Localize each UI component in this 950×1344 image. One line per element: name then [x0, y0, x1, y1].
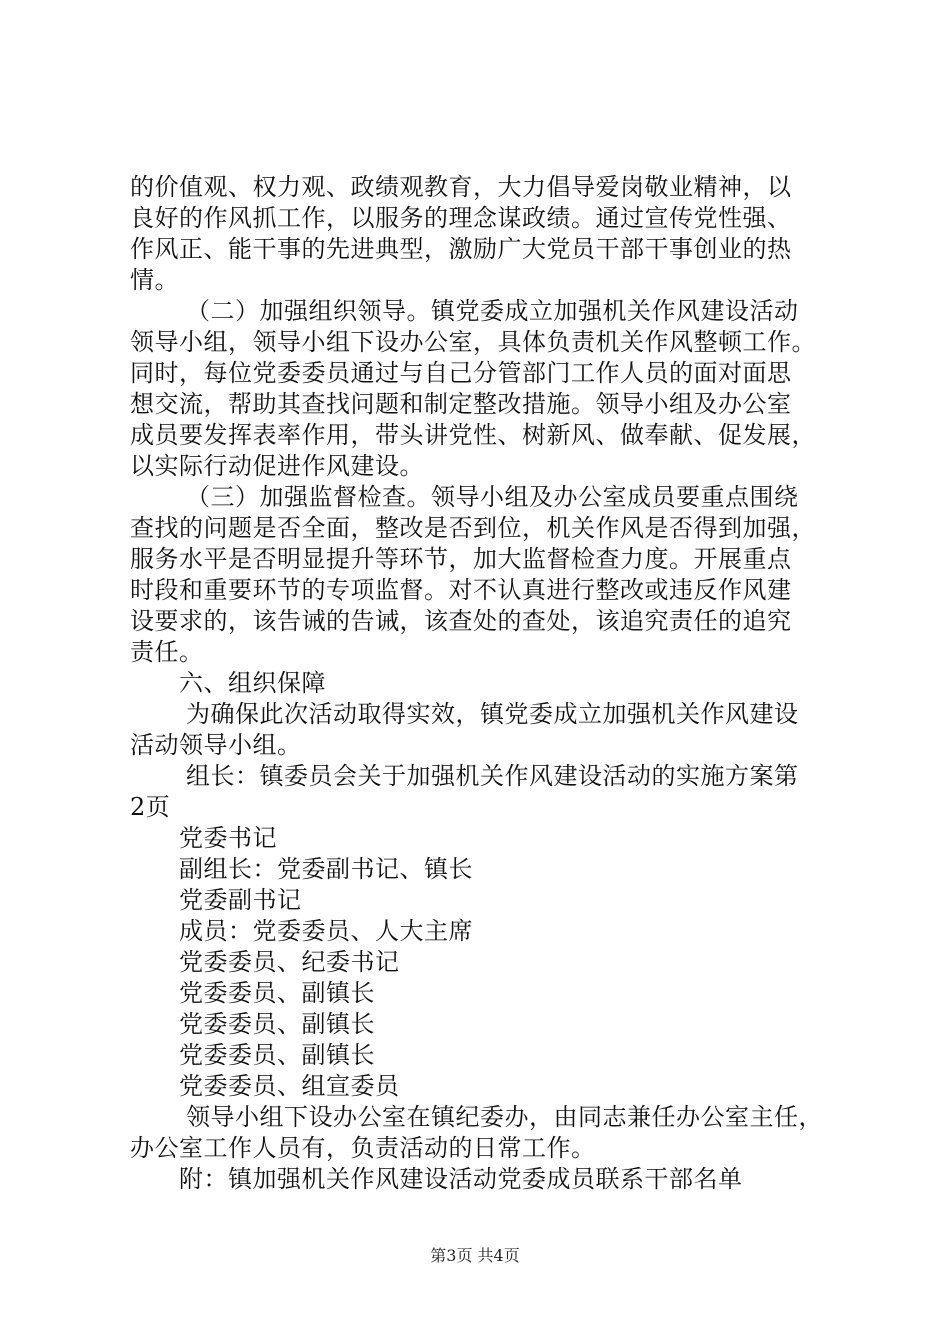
body-line: 设要求的，该告诫的告诫，该查处的查处，该追究责任的追究: [130, 607, 792, 635]
body-line: 时段和重要环节的专项监督。对不认真进行整改或违反作风建: [130, 576, 792, 604]
member-line: 党委委员、副镇长: [179, 1041, 375, 1069]
section-title: 六、组织保障: [179, 669, 326, 697]
member-line: 副组长：党委副书记、镇长: [179, 855, 473, 883]
section-heading-line: （二）加强组织领导。镇党委成立加强机关作风建设活动: [186, 297, 799, 325]
document-body: [130, 172, 830, 1195]
body-line: 组长：镇委员会关于加强机关作风建设活动的实施方案第: [186, 762, 799, 790]
body-line: 良好的作风抓工作，以服务的理念谋政绩。通过宣传党性强、: [130, 204, 792, 232]
member-line: 党委副书记: [179, 886, 302, 914]
member-line: 党委委员、副镇长: [179, 1010, 375, 1038]
member-line: 党委委员、组宣委员: [179, 1072, 400, 1100]
appendix-line: 附：镇加强机关作风建设活动党委成员联系干部名单: [179, 1165, 743, 1193]
body-line: 同时，每位党委委员通过与自己分管部门工作人员的面对面思: [130, 359, 792, 387]
page-number-label: 第3页 共4页: [430, 1246, 520, 1265]
body-line: 情。: [130, 266, 179, 294]
body-line: 2页: [130, 793, 171, 821]
body-line: 查找的问题是否全面，整改是否到位，机关作风是否得到加强，: [130, 514, 816, 542]
body-line: 作风正、能干事的先进典型，激励广大党员干部干事创业的热: [130, 235, 792, 263]
member-line: 党委书记: [179, 824, 277, 852]
member-line: 党委委员、副镇长: [179, 979, 375, 1007]
body-line: 办公室工作人员有，负责活动的日常工作。: [130, 1134, 596, 1162]
body-line: 活动领导小组。: [130, 731, 302, 759]
member-line: 党委委员、纪委书记: [179, 948, 400, 976]
body-line: 想交流，帮助其查找问题和制定整改措施。领导小组及办公室: [130, 390, 792, 418]
page-footer: [0, 1246, 950, 1266]
body-line: 以实际行动促进作风建设。: [130, 452, 424, 480]
member-line: 成员：党委委员、人大主席: [179, 917, 473, 945]
body-line: 领导小组下设办公室在镇纪委办，由同志兼任办公室主任，: [186, 1103, 823, 1131]
body-line: 领导小组，领导小组下设办公室，具体负责机关作风整顿工作。: [130, 328, 816, 356]
body-line: 为确保此次活动取得实效，镇党委成立加强机关作风建设: [186, 700, 799, 728]
body-line: 成员要发挥表率作用，带头讲党性、树新风、做奉献、促发展，: [130, 421, 816, 449]
body-line: 的价值观、权力观、政绩观教育，大力倡导爱岗敬业精神，以: [130, 173, 792, 201]
body-line: 责任。: [130, 638, 204, 666]
body-line: 服务水平是否明显提升等环节，加大监督检查力度。开展重点: [130, 545, 792, 573]
section-heading-line: （三）加强监督检查。领导小组及办公室成员要重点围绕: [186, 483, 799, 511]
